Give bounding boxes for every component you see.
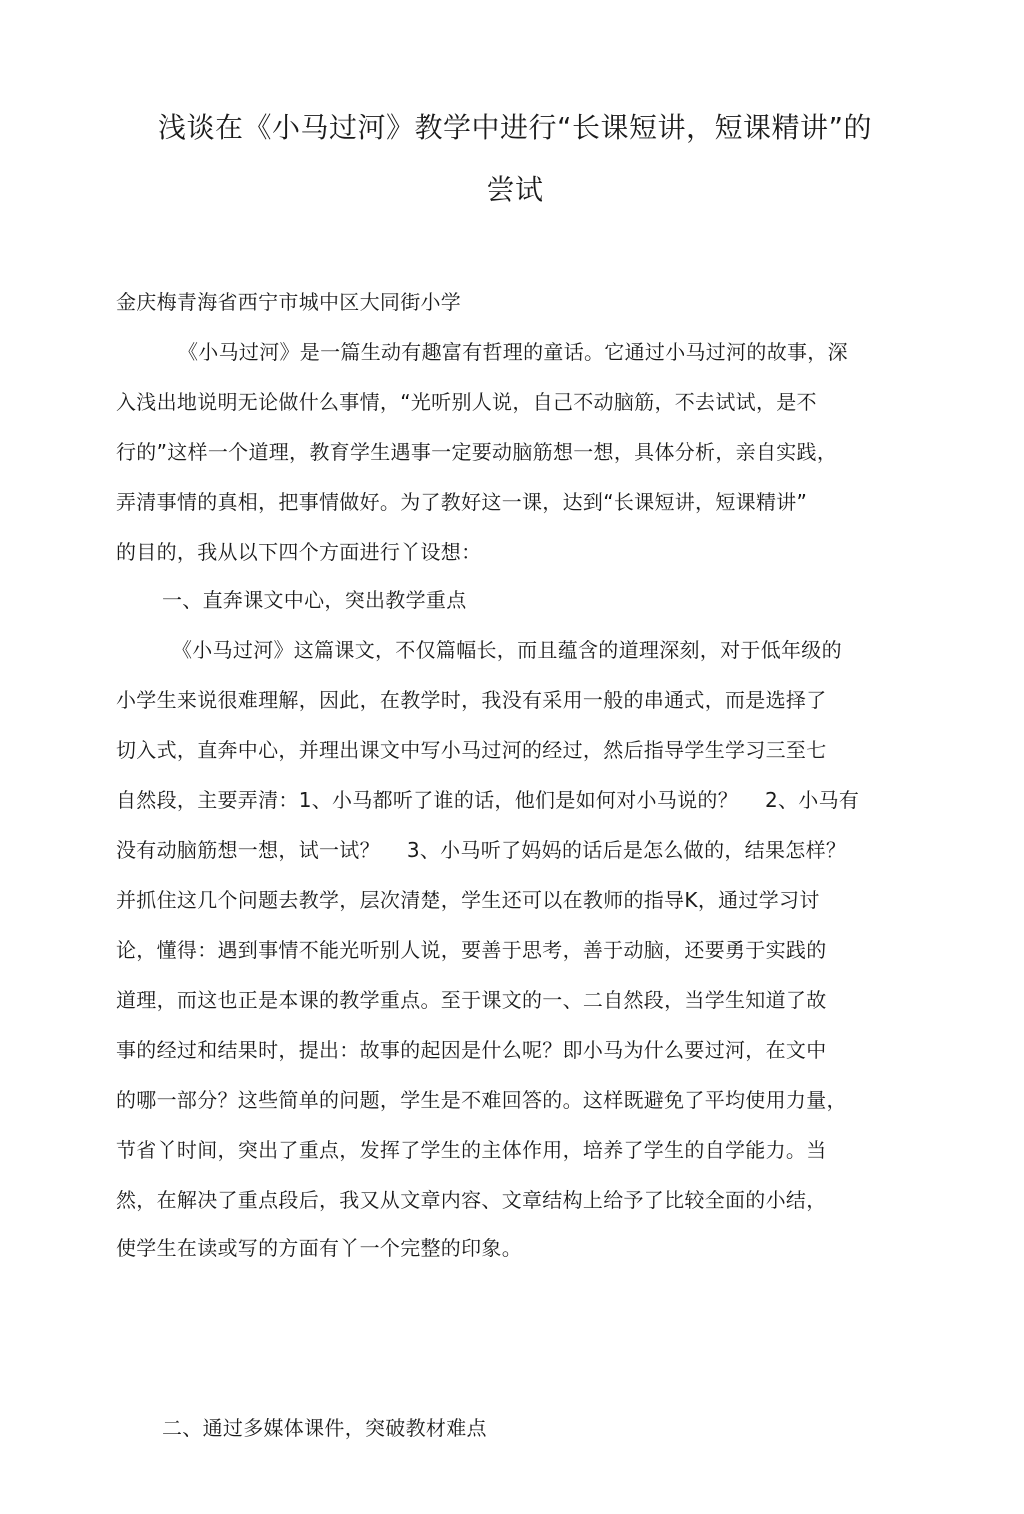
paragraph-1-line: 弄清事情的真相，把事情做好。为了教好这一课，达到“长课短讲，短课精讲” [116, 490, 808, 514]
paragraph-2-line: 切入式，直奔中心，并理出课文中写小马过河的经过，然后指导学生学习三至七 [116, 738, 827, 762]
paragraph-2-line: 论，懂得：遇到事情不能光听别人说，要善于思考，善于动脑，还要勇于实践的 [116, 938, 827, 962]
paragraph-2-line: 没有动脑筋想一想，试一试？ 3、小马听了妈妈的话后是怎么做的，结果怎样？ [116, 838, 847, 862]
paragraph-2-line: 节省丫时间，突出了重点，发挥了学生的主体作用，培养了学生的自学能力。当 [116, 1138, 827, 1162]
paragraph-2-line: 《小马过河》这篇课文，不仅篇幅长，而且蕴含的道理深刻，对于低年级的 [172, 638, 842, 662]
paragraph-1-line: 入浅出地说明无论做什么事情，“光听别人说，自己不动脑筋，不去试试，是不 [116, 390, 817, 414]
paragraph-2-line: 自然段，主要弄清：1、小马都听了谁的话，他们是如何对小马说的？ 2、小马有 [116, 788, 860, 812]
paragraph-1-line: 《小马过河》是一篇生动有趣富有哲理的童话。它通过小马过河的故事，深 [178, 340, 848, 364]
section-heading-2: 二、通过多媒体课件，突破教材难点 [162, 1416, 487, 1440]
paragraph-2-line: 使学生在读或写的方面有丫一个完整的印象。 [116, 1236, 522, 1260]
paragraph-1-line: 的目的，我从以下四个方面进行丫设想： [116, 540, 482, 564]
paragraph-2-line: 小学生来说很难理解，因此，在教学时，我没有采用一般的串通式，而是选择了 [116, 688, 827, 712]
paragraph-2-line: 的哪一部分？这些简单的问题，学生是不难回答的。这样既避免了平均使用力量， [116, 1088, 847, 1112]
paragraph-2-line: 事的经过和结果时，提出：故事的起因是什么呢？即小马为什么要过河，在文中 [116, 1038, 827, 1062]
document-title-line-1: 浅谈在《小马过河》教学中进行“长课短讲，短课精讲”的 [157, 111, 872, 144]
paragraph-2-line: 道理，而这也正是本课的教学重点。至于课文的一、二自然段，当学生知道了故 [116, 988, 827, 1012]
section-heading-1: 一、直奔课文中心，突出教学重点 [162, 588, 467, 612]
author-line: 金庆梅青海省西宁市城中区大同街小学 [116, 290, 462, 314]
paragraph-2-line: 然，在解决了重点段后，我又从文章内容、文章结构上给予了比较全面的小结， [116, 1188, 827, 1212]
paragraph-1-line: 行的”这样一个道理，教育学生遇事一定要动脑筋想一想，具体分析，亲自实践， [116, 440, 838, 464]
paragraph-2-line: 并抓住这几个问题去教学，层次清楚，学生还可以在教师的指导K，通过学习讨 [116, 888, 820, 912]
document-title-line-2: 尝试 [486, 173, 544, 206]
